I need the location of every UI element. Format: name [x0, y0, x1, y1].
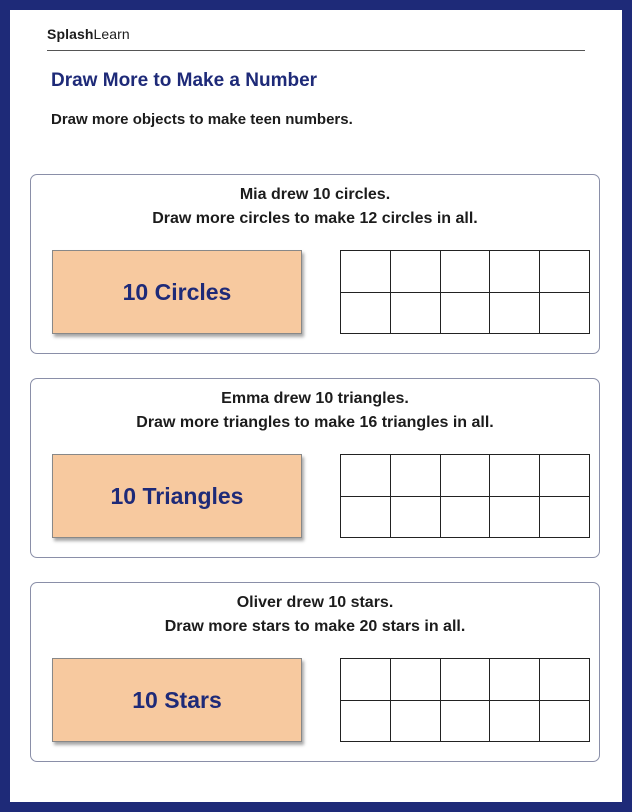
- ten-frame-cell[interactable]: [540, 700, 590, 742]
- ten-frame-cell[interactable]: [540, 292, 590, 334]
- ten-frame-cell[interactable]: [440, 251, 490, 293]
- ten-frame-cell[interactable]: [390, 700, 440, 742]
- ten-frame[interactable]: [340, 454, 590, 538]
- ten-frame-cell[interactable]: [341, 659, 391, 701]
- ten-frame-cell[interactable]: [390, 292, 440, 334]
- ten-frame-cell[interactable]: [341, 292, 391, 334]
- logo-text-light: Learn: [93, 26, 130, 42]
- ten-frame-cell[interactable]: [390, 251, 440, 293]
- ten-frame-cell[interactable]: [440, 659, 490, 701]
- given-objects-label: 10 Triangles: [52, 454, 302, 538]
- problem-question: Draw more circles to make 12 circles in all.: [152, 210, 478, 227]
- ten-frame-cell[interactable]: [390, 659, 440, 701]
- ten-frame-cell[interactable]: [390, 455, 440, 497]
- problem-statement: Oliver drew 10 stars.: [236, 594, 394, 611]
- ten-frame-cell[interactable]: [440, 700, 490, 742]
- ten-frame-cell[interactable]: [490, 659, 540, 701]
- given-objects-label: 10 Stars: [52, 658, 302, 742]
- problem-prompt: [31, 591, 599, 639]
- ten-frame-cell[interactable]: [490, 700, 540, 742]
- ten-frame-cell[interactable]: [341, 455, 391, 497]
- problem-prompt: [31, 183, 599, 231]
- ten-frame-cell[interactable]: [490, 496, 540, 538]
- ten-frame-cell[interactable]: [540, 659, 590, 701]
- ten-frame-cell[interactable]: [341, 700, 391, 742]
- splashlearn-logo: [47, 26, 130, 42]
- problem-statement: Emma drew 10 triangles.: [221, 390, 409, 407]
- problem-question: Draw more triangles to make 16 triangles in all.: [136, 414, 494, 431]
- ten-frame-cell[interactable]: [341, 251, 391, 293]
- logo-text-bold: Splash: [47, 26, 94, 42]
- given-objects-label: 10 Circles: [52, 250, 302, 334]
- ten-frame-cell[interactable]: [490, 455, 540, 497]
- ten-frame-cell[interactable]: [490, 251, 540, 293]
- problem-card-1: [30, 174, 600, 354]
- worksheet-title: Draw More to Make a Number: [51, 70, 318, 91]
- problem-card-2: [30, 378, 600, 558]
- problem-question: Draw more stars to make 20 stars in all.: [164, 618, 466, 635]
- ten-frame-cell[interactable]: [540, 455, 590, 497]
- ten-frame-cell[interactable]: [540, 251, 590, 293]
- worksheet-page: [10, 10, 622, 802]
- ten-frame-cell[interactable]: [490, 292, 540, 334]
- ten-frame[interactable]: [340, 250, 590, 334]
- ten-frame-cell[interactable]: [540, 496, 590, 538]
- ten-frame-cell[interactable]: [440, 292, 490, 334]
- header-divider: [47, 50, 585, 51]
- problem-card-3: [30, 582, 600, 762]
- ten-frame[interactable]: [340, 658, 590, 742]
- ten-frame-cell[interactable]: [341, 496, 391, 538]
- problem-statement: Mia drew 10 circles.: [239, 186, 391, 203]
- ten-frame-cell[interactable]: [440, 455, 490, 497]
- worksheet-instruction: Draw more objects to make teen numbers.: [51, 111, 353, 128]
- ten-frame-cell[interactable]: [440, 496, 490, 538]
- problem-prompt: [31, 387, 599, 435]
- ten-frame-cell[interactable]: [390, 496, 440, 538]
